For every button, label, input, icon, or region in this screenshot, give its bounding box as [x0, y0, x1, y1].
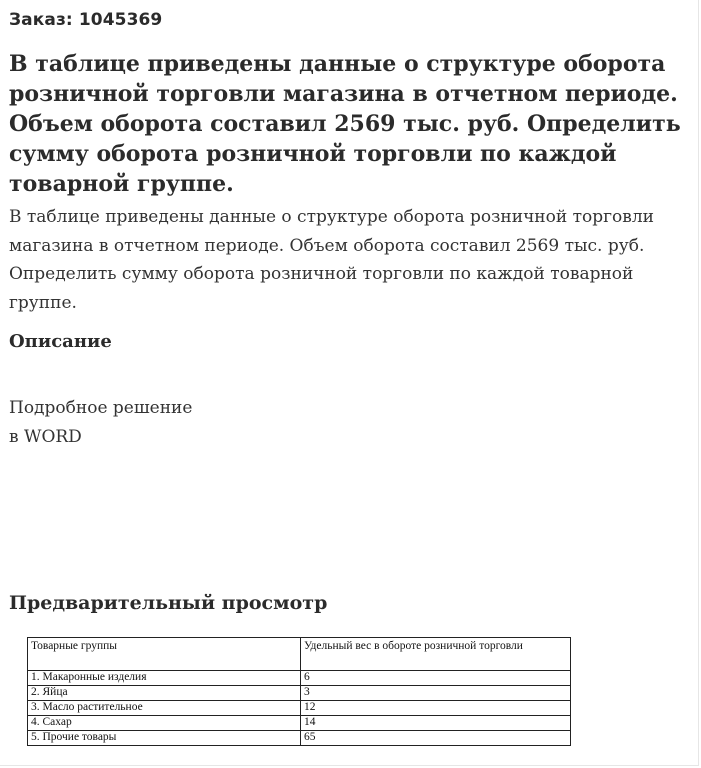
table-cell: 5. Прочие товары	[28, 731, 301, 746]
description-heading: Описание	[9, 331, 112, 352]
description-text	[9, 394, 192, 452]
table-header-cell: Удельный вес в обороте розничной торговли	[301, 638, 571, 671]
table-header-row	[28, 638, 571, 671]
page-title: В таблице приведены данные о структуре оборота розничной торговли магазина в отчетном периоде. Объем оборота составил 2569 тыс. руб. Определить сумму оборота розничной торговли по каждой товарной группе.	[9, 51, 681, 197]
table-cell: 14	[301, 716, 571, 731]
description-line-2: в WORD	[9, 427, 82, 447]
table-row	[28, 731, 571, 746]
table-cell: 4. Сахар	[28, 716, 301, 731]
table-cell: 3	[301, 686, 571, 701]
table-row	[28, 686, 571, 701]
description-line-1: Подробное решение	[9, 398, 193, 418]
order-number: Заказ: 1045369	[9, 10, 163, 30]
table-cell: 1. Макаронные изделия	[28, 671, 301, 686]
task-text: В таблице приведены данные о структуре оборота розничной торговли магазина в отчетном периоде. Объем оборота составил 2569 тыс. руб. Определить сумму оборота розничной торговли по каждой товарной группе.	[9, 207, 654, 313]
table-cell: 3. Масло растительное	[28, 701, 301, 716]
table-cell: 65	[301, 731, 571, 746]
table-cell: 6	[301, 671, 571, 686]
table-row	[28, 701, 571, 716]
table-row	[28, 716, 571, 731]
table-row	[28, 671, 571, 686]
table-cell: 12	[301, 701, 571, 716]
preview-table	[27, 637, 571, 746]
table-cell: 2. Яйца	[28, 686, 301, 701]
preview-heading: Предварительный просмотр	[9, 592, 328, 614]
table-header-cell: Товарные группы	[28, 638, 301, 671]
